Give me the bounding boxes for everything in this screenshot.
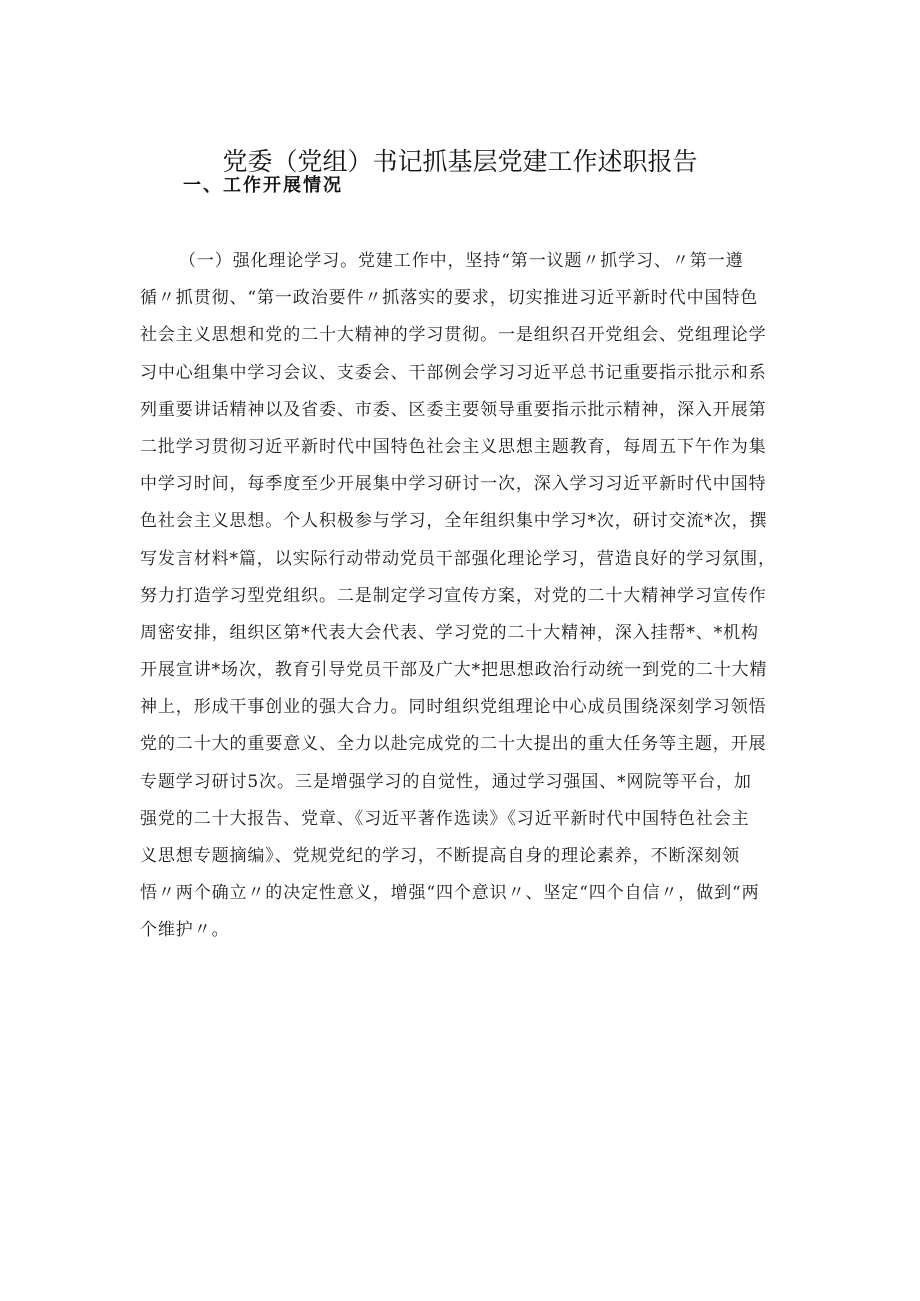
paragraph-line: 个维护〃。 <box>140 920 230 941</box>
paragraph-line: 强党的二十大报告、党章、《习近平著作选读》《习近平新时代中国特色社会主 <box>140 808 750 829</box>
paragraph-line: 开展宣讲*场次，教育引导党员干部及广大*把思想政治行动统一到党的二十大精 <box>140 660 768 681</box>
paragraph-line: 党的二十大的重要意义、全力以赴完成党的二十大提出的重大任务等主题，开展 <box>140 734 767 755</box>
paragraph-line: 习中心组集中学习会议、支委会、干部例会学习习近平总书记重要指示批示和系 <box>140 362 767 383</box>
paragraph-line: 努力打造学习型党组织。二是制定学习宣传方案，对党的二十大精神学习宣传作 <box>140 585 767 606</box>
paragraph-line: 中学习时间，每季度至少开展集中学习研讨一次，深入学习习近平新时代中国特 <box>140 474 767 495</box>
paragraph-line: 写发言材料*篇，以实际行动带动党员干部强化理论学习，营造良好的学习氛围， <box>140 548 776 569</box>
paragraph-line: 悟〃两个确立〃的决定性意义，增强“四个意识〃、坚定“四个自信〃，做到“两 <box>140 883 760 904</box>
paragraph <box>140 243 800 950</box>
paragraph-line: 社会主义思想和党的二十大精神的学习贯彻。一是组织召开党组会、党组理论学 <box>140 325 767 346</box>
document-title: 党委（党组）书记抓基层党建工作述职报告 <box>222 147 698 176</box>
paragraph-line: 专题学习研讨5次。三是增强学习的自觉性，通过学习强国、*网院等平台，加 <box>140 771 752 792</box>
section-heading: 一、工作开展情况 <box>183 175 343 196</box>
paragraph-line: 色社会主义思想。个人积极参与学习，全年组织集中学习*次，研讨交流*次，撰 <box>140 511 768 532</box>
paragraph-line: 义思想专题摘编》、党规党纪的学习，不断提高自身的理论素养，不断深刻领 <box>140 846 741 866</box>
paragraph-line: 周密安排，组织区第*代表大会代表、学习党的二十大精神，深入挂帮*、*机构 <box>140 622 759 643</box>
paragraph-line: 循〃抓贯彻、“第一政治要件〃抓落实的要求，切实推进习近平新时代中国特色 <box>140 288 759 309</box>
paragraph-line: （一）强化理论学习。党建工作中，坚持“第一议题〃抓学习、〃第一遵 <box>179 251 744 271</box>
paragraph-line: 二批学习贯彻习近平新时代中国特色社会主义思想主题教育，每周五下午作为集 <box>140 436 767 457</box>
paragraph-line: 神上，形成干事创业的强大合力。同时组织党组理论中心成员围绕深刻学习领悟 <box>140 697 767 718</box>
paragraph-line: 列重要讲话精神以及省委、市委、区委主要领导重要指示批示精神，深入开展第 <box>140 399 767 420</box>
